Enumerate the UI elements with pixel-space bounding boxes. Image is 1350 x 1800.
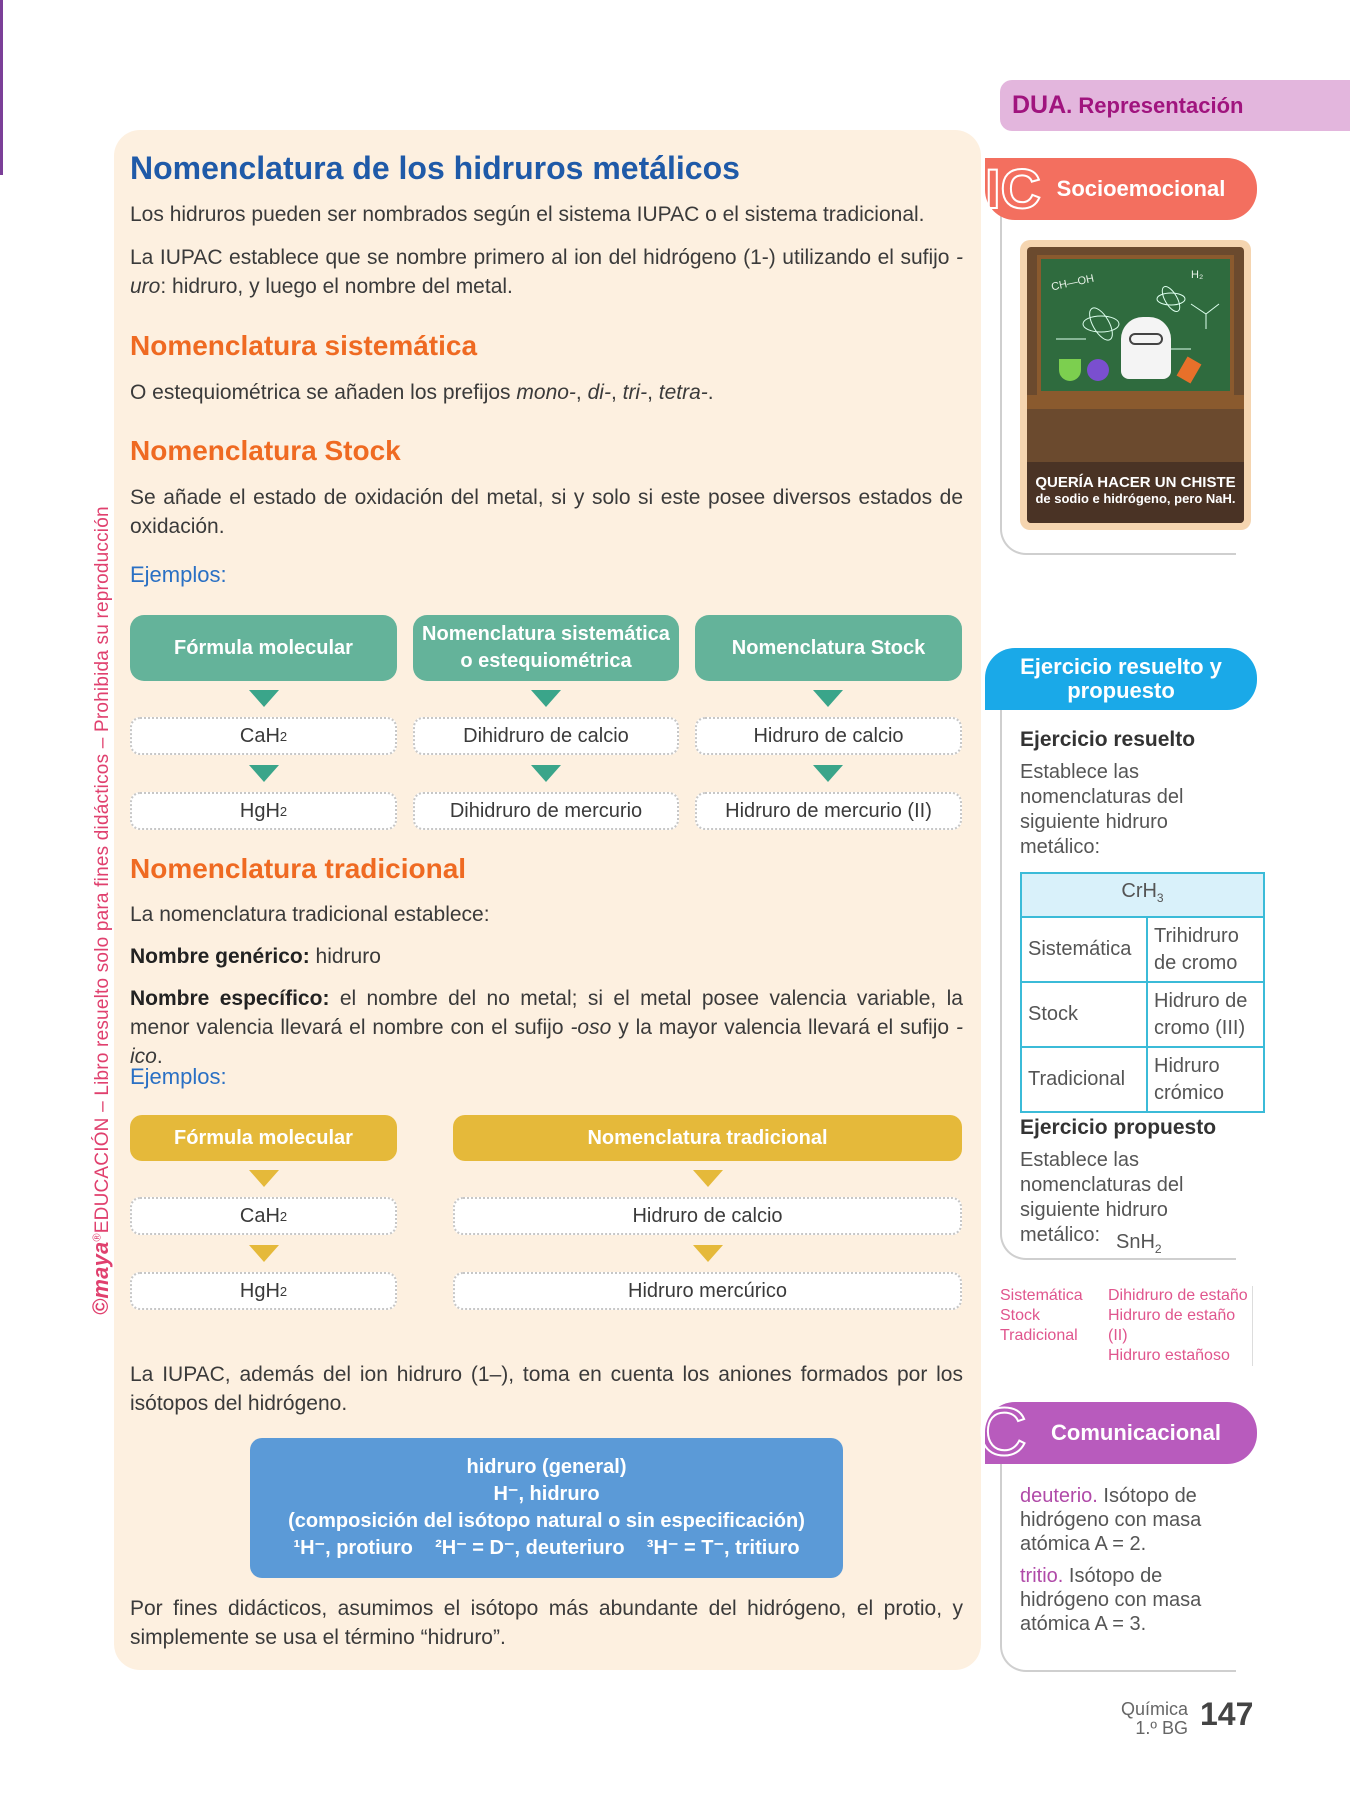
brand-logo: ©maya	[88, 1241, 113, 1315]
table2-row1-tradicional: Hidruro de calcio	[453, 1197, 962, 1235]
resuelto-value: Hidruro crómico	[1147, 1047, 1264, 1112]
arrow-down-icon	[249, 1245, 279, 1262]
footer-subject	[1110, 1700, 1188, 1738]
board-formula: CH—OH	[1050, 272, 1096, 294]
table1-row2-formula: HgH 2	[130, 792, 397, 830]
table-top	[1027, 395, 1244, 409]
resuelto-text: Establece las nomenclaturas del siguiente hidruro metálico:	[1020, 761, 1184, 858]
stock-text: Se añade el estado de oxidación del metal, si y solo si este posee diversos estados de oxidación.	[130, 486, 963, 538]
table1-row1-stock: Hidruro de calcio	[695, 717, 962, 755]
table1-header-sistematica: Nomenclatura sistemática o estequiométrica	[413, 615, 679, 681]
intro-paragraph-2: La IUPAC establece que se nombre primero al ion del hidrógeno (1-) utilizando el sufijo -uro: hidruro, y luego el nombre del metal.	[130, 246, 963, 298]
propuesto-text: Establece las nomenclaturas del siguiente hidruro metálico:	[1020, 1149, 1184, 1246]
ejercicio-pill: Ejercicio resuelto y propuesto	[985, 648, 1257, 710]
trademark: ®	[91, 1233, 104, 1242]
isotopos-line-2: H⁻, hidruro	[493, 1483, 600, 1505]
socio-ic-icon: IC	[985, 157, 1041, 220]
dua-banner	[1000, 80, 1350, 131]
table1-row1-sistematica: Dihidruro de calcio	[413, 717, 679, 755]
resuelto-formula: CrH$_3$	[1021, 873, 1264, 917]
answer-value: Hidruro estañoso	[1108, 1347, 1230, 1364]
ejemplos-label-1: Ejemplos:	[130, 562, 227, 587]
table2-row2-formula: HgH 2	[130, 1272, 397, 1310]
resuelto-table	[1020, 872, 1265, 1113]
dua-label: . Representación	[1066, 92, 1244, 118]
resuelto-value: Hidruro de cromo (III)	[1147, 982, 1264, 1047]
joke-caption	[1027, 462, 1244, 523]
left-edge-bar	[0, 0, 3, 175]
iupac-isotopos-text: La IUPAC, además del ion hidruro (1–), toma en cuenta los aniones formados por los isótopos del hidrógeno.	[130, 1363, 963, 1415]
isotopos-box	[250, 1438, 843, 1578]
answer-key: Sistemática	[1000, 1287, 1083, 1304]
isotopos-line-1: hidruro (general)	[466, 1456, 627, 1478]
table2-header-formula: Fórmula molecular	[130, 1115, 397, 1161]
resuelto-key: Tradicional	[1021, 1047, 1147, 1112]
copyright-text: EDUCACIÓN – Libro resuelto solo para fines didácticos – Prohibida su reproducción	[92, 506, 113, 1234]
answers-values	[1108, 1286, 1253, 1366]
joke-image	[1027, 247, 1244, 523]
cat-scientist	[1121, 317, 1171, 379]
table2-row2-tradicional: Hidruro mercúrico	[453, 1272, 962, 1310]
table2-header-tradicional: Nomenclatura tradicional	[453, 1115, 962, 1161]
propuesto-formula: SnH$_2$	[1116, 1231, 1162, 1256]
isotopos-line-4: ¹H⁻, protiuro ²H⁻ = D⁻, deuteriuro ³H⁻ = T⁻, tritiuro	[293, 1537, 800, 1559]
stock-heading: Nomenclatura Stock	[130, 435, 401, 466]
isotopos-line-3: (composición del isótopo natural o sin especificación)	[288, 1510, 805, 1532]
arrow-down-icon	[813, 690, 843, 707]
table1-row1-formula: CaH 2	[130, 717, 397, 755]
arrow-down-icon	[813, 765, 843, 782]
arrow-down-icon	[531, 690, 561, 707]
joke-line-1: QUERÍA HACER UN CHISTE	[1035, 474, 1236, 491]
joke-card	[1020, 240, 1251, 530]
comunicacional-pill: Comunicacional	[985, 1402, 1257, 1464]
intro-paragraph-1: Los hidruros pueden ser nombrados según el sistema IUPAC o el sistema tradicional.	[130, 203, 925, 226]
arrow-down-icon	[249, 690, 279, 707]
final-paragraph: Por fines didácticos, asumimos el isótopo más abundante del hidrógeno, el protio, y simplemente se usa el término “hidruro”.	[130, 1597, 963, 1649]
resuelto-key: Sistemática	[1021, 917, 1147, 982]
nombre-especifico: Nombre específico: el nombre del no metal; si el metal posee valencia variable, la menor valencia llevará el nombre con el sufijo -oso y la mayor valencia llevará el sufijo -ico.	[130, 987, 963, 1068]
arrow-down-icon	[531, 765, 561, 782]
arrow-down-icon	[249, 1170, 279, 1187]
propuesto-title: Ejercicio propuesto	[1020, 1116, 1217, 1139]
arrow-down-icon	[693, 1170, 723, 1187]
copyright-side-label	[88, 485, 114, 1315]
table1-row2-sistematica: Dihidruro de mercurio	[413, 792, 679, 830]
resuelto-value: Trihidruro de cromo	[1147, 917, 1264, 982]
table1-header-formula: Fórmula molecular	[130, 615, 397, 681]
arrow-down-icon	[249, 765, 279, 782]
answer-key: Stock	[1000, 1307, 1041, 1324]
tradicional-heading: Nomenclatura tradicional	[130, 853, 467, 884]
arrow-down-icon	[693, 1245, 723, 1262]
page-number: 147	[1200, 1696, 1254, 1732]
flask-icon	[1087, 359, 1109, 381]
sistematica-heading: Nomenclatura sistemática	[130, 330, 478, 361]
table1-row2-stock: Hidruro de mercurio (II)	[695, 792, 962, 830]
def-deuterio: deuterio. Isótopo de hidrógeno con masa atómica A = 2.	[1020, 1485, 1202, 1555]
tradicional-text: La nomenclatura tradicional establece:	[130, 903, 490, 926]
def-tritio: tritio. Isótopo de hidrógeno con masa atómica A = 3.	[1020, 1565, 1202, 1635]
grade-label: 1.º BG	[1135, 1718, 1188, 1738]
answers-keys	[1000, 1286, 1110, 1346]
table1-header-stock: Nomenclatura Stock	[695, 615, 962, 681]
comunicacional-c-icon: C	[978, 1394, 1028, 1470]
answer-value: Hidruro de estaño (II)	[1108, 1307, 1236, 1344]
answer-value: Dihidruro de estaño	[1108, 1287, 1248, 1304]
sistematica-text: O estequiométrica se añaden los prefijos mono-, di-, tri-, tetra-.	[130, 381, 714, 404]
flask-icon	[1059, 359, 1081, 381]
chalkboard	[1037, 255, 1234, 395]
answer-key: Tradicional	[1000, 1327, 1078, 1344]
joke-line-2: de sodio e hidrógeno, pero NaH.	[1035, 491, 1236, 506]
subject-label: Química	[1120, 1699, 1188, 1719]
table2-row1-formula: CaH 2	[130, 1197, 397, 1235]
resuelto-title: Ejercicio resuelto	[1020, 728, 1196, 751]
glasses-icon	[1129, 333, 1163, 345]
ejemplos-label-2: Ejemplos:	[130, 1064, 227, 1089]
resuelto-key: Stock	[1021, 982, 1147, 1047]
nombre-generico: Nombre genérico: hidruro	[130, 945, 381, 968]
page-title: Nomenclatura de los hidruros metálicos	[130, 150, 740, 186]
board-molecule: H₂	[1191, 269, 1204, 281]
socio-label: Socioemocional	[1056, 176, 1226, 201]
dua-bold: DUA	[1012, 91, 1067, 119]
